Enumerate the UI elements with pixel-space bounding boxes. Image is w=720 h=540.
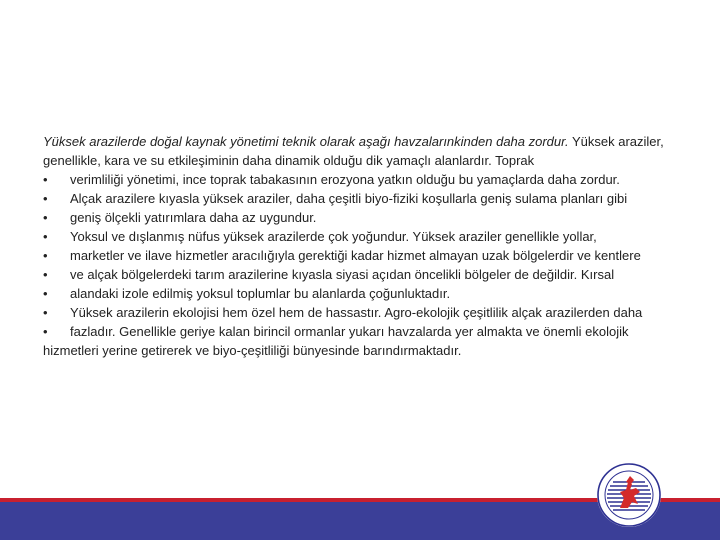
bullet-item: • Alçak arazilere kıyasla yüksek araziler, daha çeşitli biyo-fiziki koşullarla geniş sulama planları gibi bbox=[43, 191, 628, 206]
bullet-dot: • bbox=[43, 248, 48, 263]
bullet-item: • ve alçak bölgelerdeki tarım arazilerine kıyasla siyasi açıdan öncelikli bölgeler de değildir. Kırsal bbox=[43, 267, 615, 282]
bullet-item: • geniş ölçekli yatırımlara daha az uygundur. bbox=[43, 210, 317, 225]
intro-rest: Yüksek araziler, genellikle, kara ve su etkileşiminin daha dinamik olduğu dik yamaçlı alanlardır. Toprak bbox=[43, 134, 664, 168]
bullet-list bbox=[43, 170, 673, 322]
bullet-dot: • bbox=[43, 286, 48, 301]
bullet-dot: • bbox=[43, 172, 48, 187]
slide-text bbox=[43, 132, 673, 360]
bullet-dot: • bbox=[43, 324, 48, 339]
bullet-dot: • bbox=[43, 191, 48, 206]
bullet-dot: • bbox=[43, 229, 48, 244]
bullet-item: • Yoksul ve dışlanmış nüfus yüksek arazilerde çok yoğundur. Yüksek araziler genellikle yollar, bbox=[43, 229, 597, 244]
bullet-item: • Yüksek arazilerin ekolojisi hem özel hem de hassastır. Agro-ekolojik çeşitlilik alçak arazilerden daha bbox=[43, 305, 643, 320]
bullet-item: • alandaki izole edilmiş yoksul toplumlar bu alanlarda çoğunluktadır. bbox=[43, 286, 451, 301]
intro-paragraph bbox=[43, 132, 673, 170]
bullet-dot: • bbox=[43, 210, 48, 225]
intro-italic: Yüksek arazilerde doğal kaynak yönetimi teknik olarak aşağı havzalarınkinden daha zordur. bbox=[43, 134, 569, 149]
bullet-dot: • bbox=[43, 305, 48, 320]
closing-paragraph: • fazladır. Genellikle geriye kalan birincil ormanlar yukarı havzalarda yer almakta ve önemli ekolojik hizmetleri yerine getirerek ve biyo-çeşitliliği bünyesinde barındırmaktadır. bbox=[43, 324, 629, 358]
bullet-item: • marketler ve ilave hizmetler aracılığıyla gerektiği kadar hizmet almayan uzak bölgelerdir ve kentlere bbox=[43, 248, 641, 263]
university-logo-icon bbox=[596, 462, 662, 528]
bullet-item: • verimliliği yönetimi, ince toprak tabakasının erozyona yatkın olduğu bu yamaçlarda daha zordur. bbox=[43, 172, 620, 187]
bullet-dot: • bbox=[43, 267, 48, 282]
